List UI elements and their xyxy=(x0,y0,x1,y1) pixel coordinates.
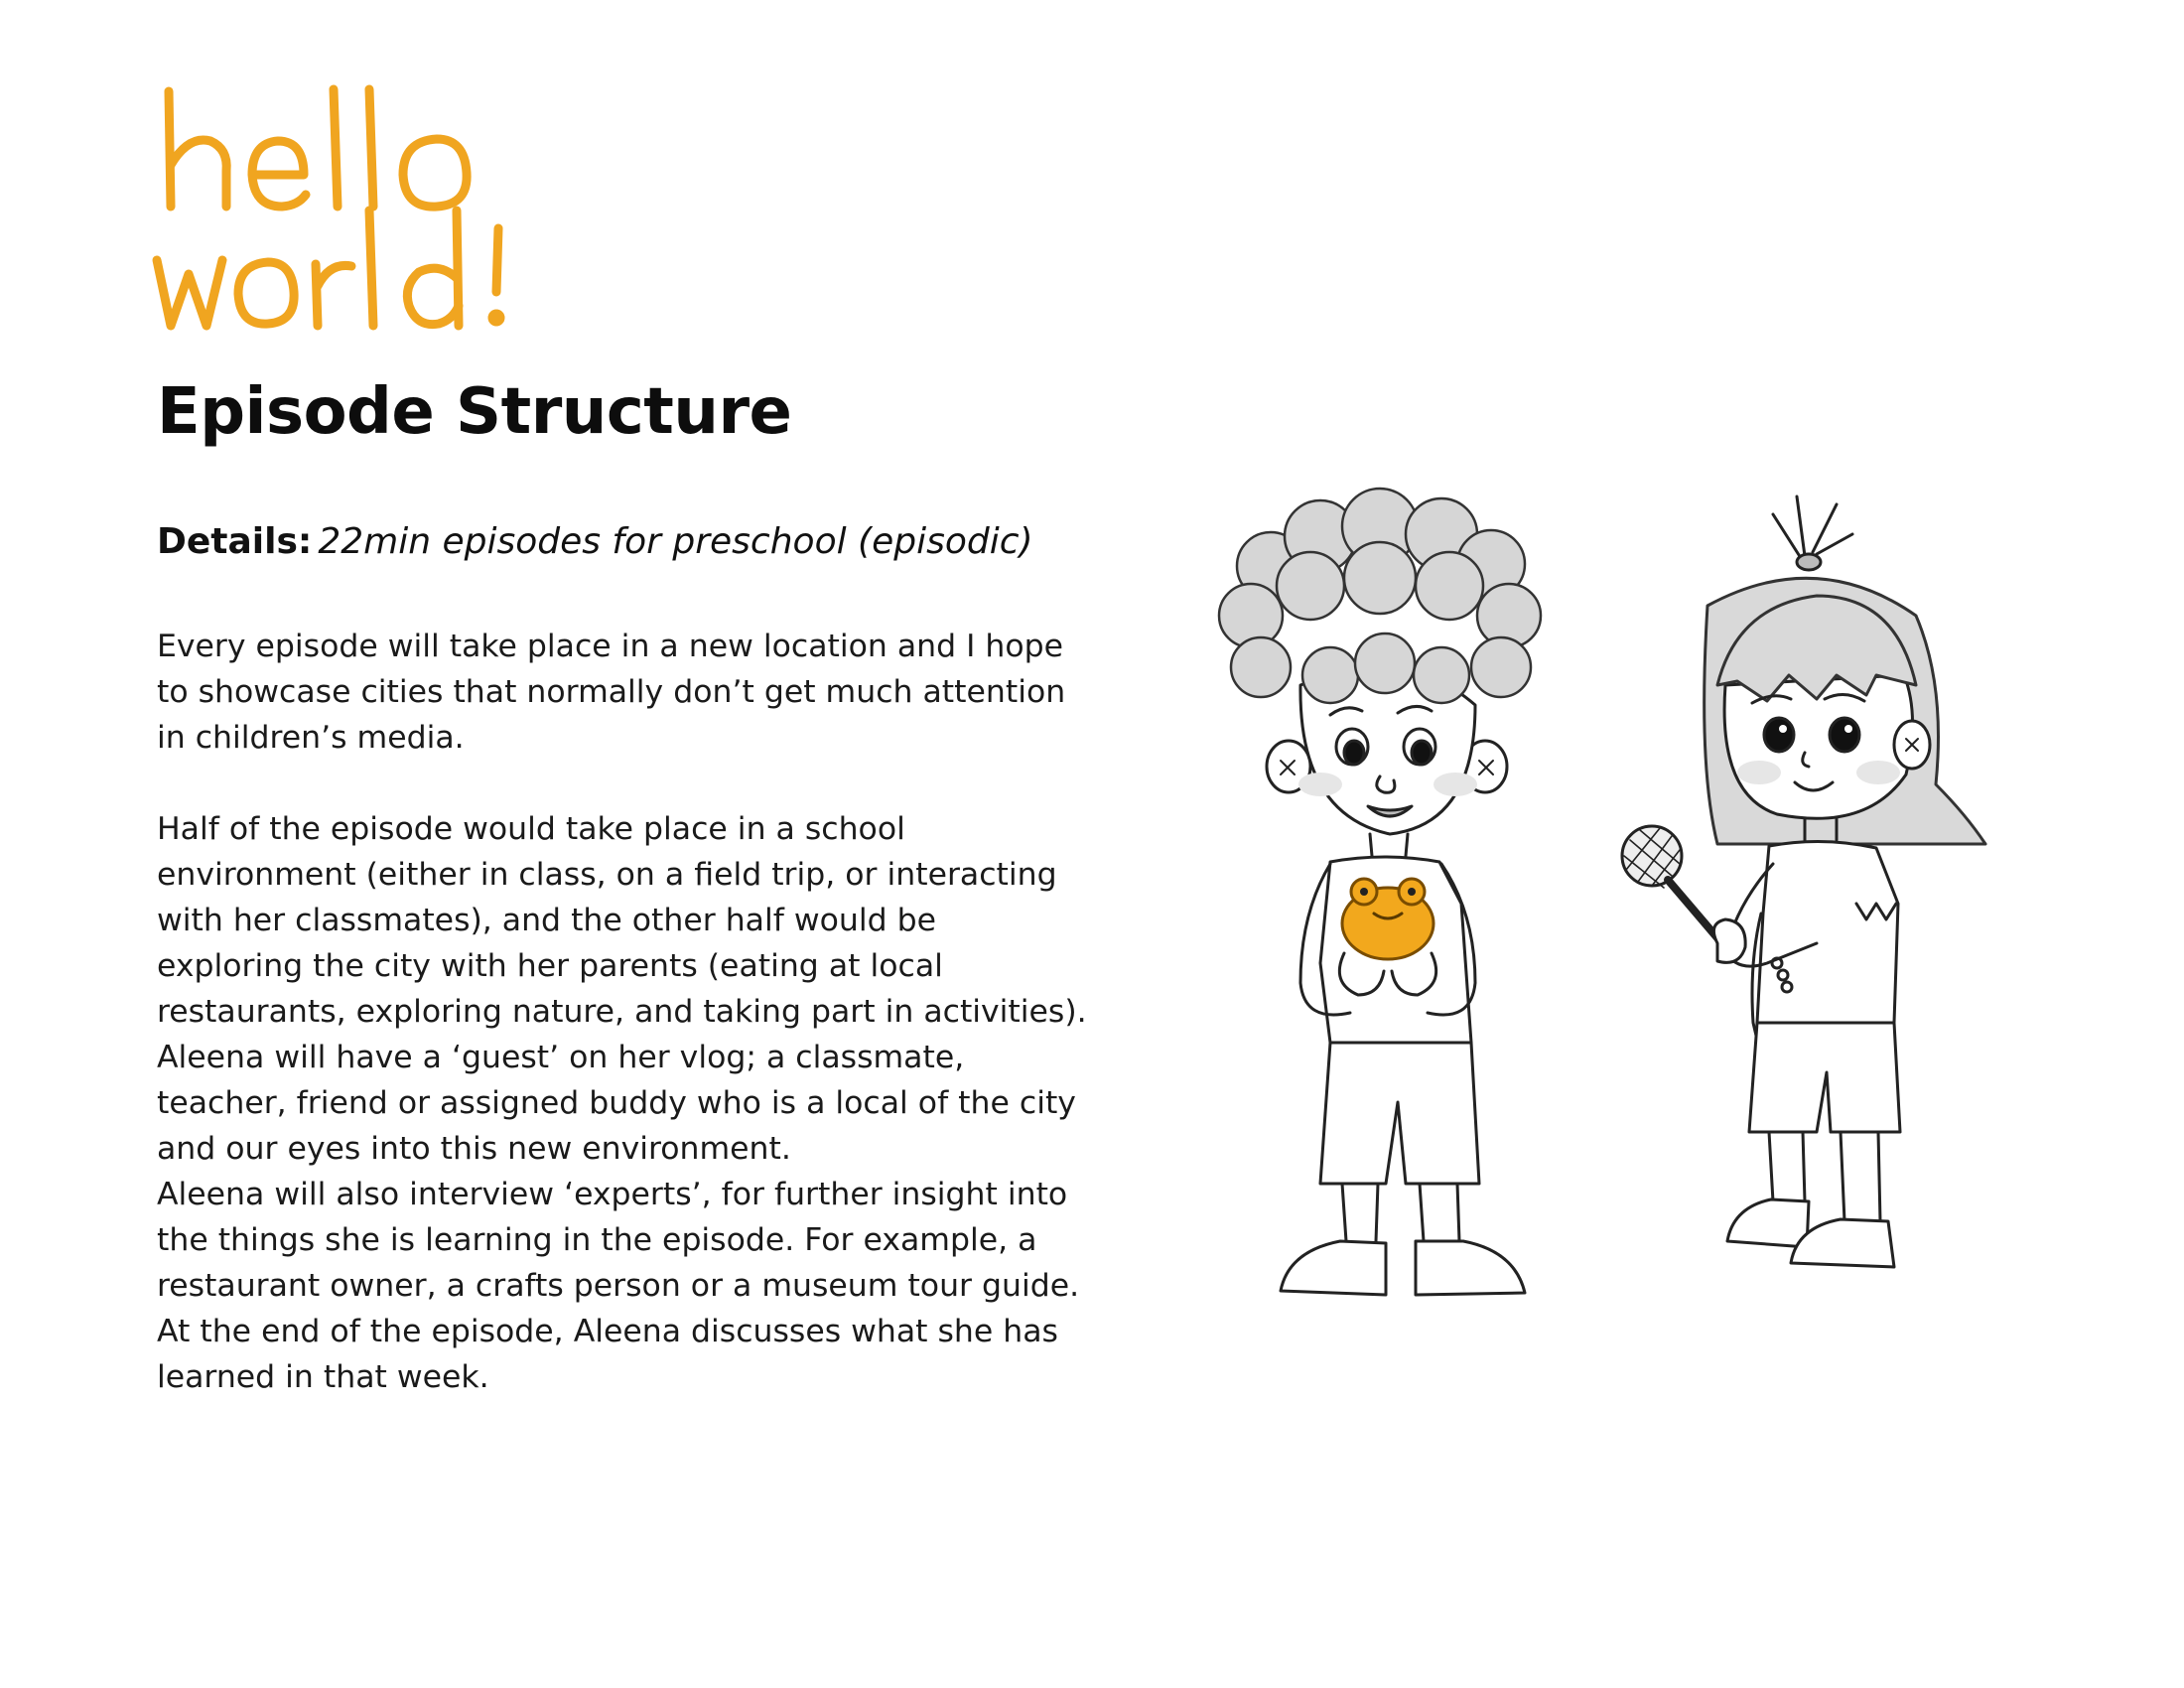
details-value: 22min episodes for preschool (episodic) xyxy=(318,521,1033,562)
boy-character xyxy=(1219,489,1541,1295)
frog-toy xyxy=(1342,879,1433,959)
details-line xyxy=(157,521,1033,562)
hello-world-logo xyxy=(149,79,566,338)
paragraph-structure: Half of the episode would take place in a school environment (either in class, on a field trip, or interacting with her classmates), and the other half would be exploring the city with her parents (eating at local restaurants, exploring nature, and taking part in activities). Aleena will have a ‘guest’ on her vlog; a classmate, teacher, friend or assigned buddy who is a local of the city and our eyes into this new environment. Aleena will also interview ‘experts’, for further insight into the things she is learning in the episode. For example, a restaurant owner, a crafts person or a museum tour guide. At the end of the episode, Aleena discusses what she has learned in that week. xyxy=(157,811,1087,1395)
page-title: Episode Structure xyxy=(157,375,792,449)
details-label: Details: xyxy=(157,521,313,562)
paragraph-location: Every episode will take place in a new location and I hope to showcase cities that normally don’t get much attention in children’s media. xyxy=(157,629,1066,756)
girl-character xyxy=(1622,496,1985,1267)
episode-description xyxy=(157,624,1090,1400)
characters-illustration xyxy=(1181,487,2055,1321)
microphone xyxy=(1622,826,1725,947)
